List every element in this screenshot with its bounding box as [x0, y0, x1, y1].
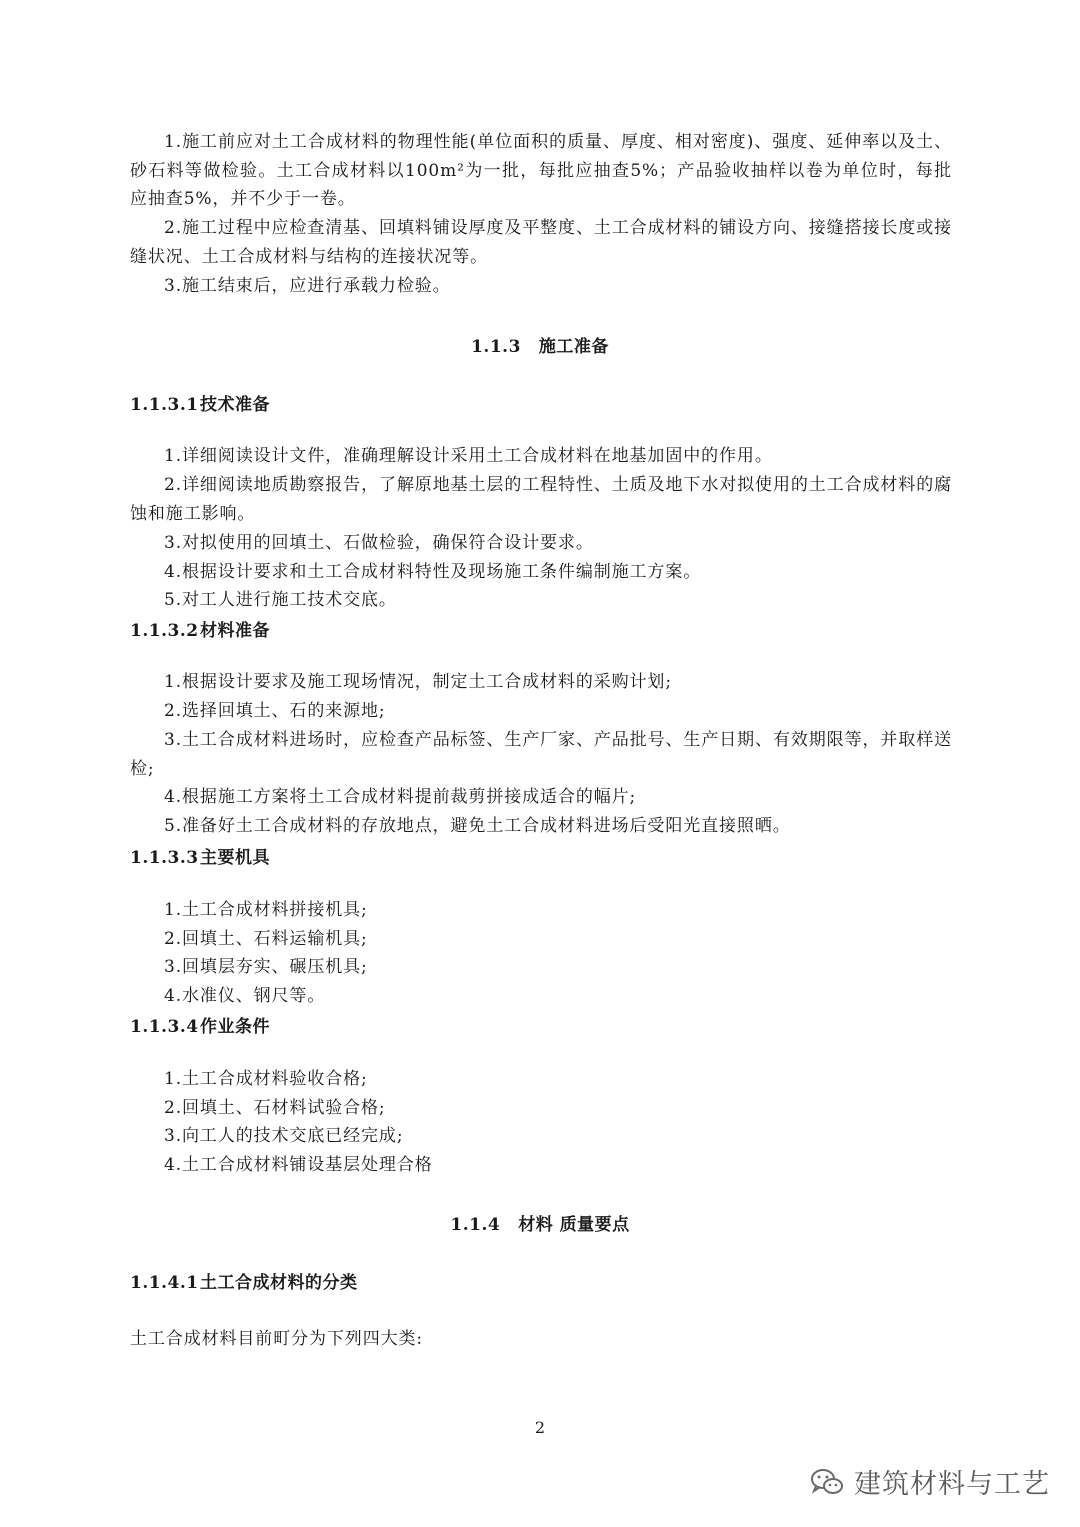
list-item: 5.准备好土工合成材料的存放地点，避免土工合成材料进场后受阳光直接照晒。: [164, 816, 791, 836]
list-item: 2.回填土、石料运输机具;: [164, 929, 368, 949]
subsection-number: 1.1.3.4: [130, 1017, 199, 1037]
list-item: 3.对拟使用的回填土、石做检验，确保符合设计要求。: [164, 533, 594, 553]
inspection-paragraph-1: 1.施工前应对土工合成材料的物理性能(单位面积的质量、厚度、相对密度)、强度、延伸率以及土、砂石料等做检验。土工合成材料以100m²为一批，每批应抽查5%；产品验收抽样以卷为单位时，每批应抽查5%，并不少于一卷。: [130, 132, 952, 209]
watermark: [810, 1462, 1050, 1501]
list-item: 1.土工合成材料验收合格;: [164, 1069, 368, 1089]
list-item: 1.根据设计要求及施工现场情况，制定土工合成材料的采购计划;: [164, 672, 672, 692]
subsection-title: 技术准备: [200, 395, 270, 415]
list-item: 4.根据设计要求和土工合成材料特性及现场施工条件编制施工方案。: [164, 562, 702, 582]
list-item: 4.根据施工方案将土工合成材料提前裁剪拼接成适合的幅片;: [164, 787, 637, 807]
subsection-heading-1-1-4-1: [130, 1268, 358, 1293]
list-item: 3.向工人的技术交底已经完成;: [164, 1126, 404, 1146]
section-heading-1-1-3: [0, 332, 1080, 357]
list-item: 4.土工合成材料铺设基层处理合格: [164, 1155, 433, 1175]
subsection-heading-1-1-3-3: [130, 843, 270, 868]
inspection-paragraph-2: 2.施工过程中应检查清基、回填料铺设厚度及平整度、土工合成材料的铺设方向、接缝搭接长度或接缝状况、土工合成材料与结构的连接状况等。: [130, 218, 952, 267]
subsection-number: 1.1.3.3: [130, 848, 199, 868]
list-item: 2.选择回填土、石的来源地;: [164, 701, 386, 721]
list-item: 1.土工合成材料拼接机具;: [164, 900, 368, 920]
subsection-title: 作业条件: [200, 1017, 270, 1037]
list-item: 3.回填层夯实、碾压机具;: [164, 957, 368, 977]
section-number: 1.1.4: [450, 1215, 501, 1235]
section-title: 材料 质量要点: [518, 1215, 630, 1235]
section-heading-1-1-4: [0, 1210, 1080, 1235]
list-item: 5.对工人进行施工技术交底。: [164, 590, 397, 610]
subsection-title: 主要机具: [200, 848, 270, 868]
subsection-number: 1.1.3.2: [130, 621, 199, 641]
list-item: 3.土工合成材料进场时，应检查产品标签、生产厂家、产品批号、生产日期、有效期限等，并取样送检;: [130, 730, 952, 779]
list-item: 2.详细阅读地质勘察报告，了解原地基土层的工程特性、土质及地下水对拟使用的土工合成材料的腐蚀和施工影响。: [130, 475, 952, 524]
subsection-heading-1-1-3-4: [130, 1012, 270, 1037]
classification-intro: 土工合成材料目前町分为下列四大类:: [130, 1329, 424, 1349]
section-number: 1.1.3: [471, 337, 521, 357]
subsection-number: 1.1.3.1: [130, 395, 199, 415]
list-item: 4.水准仪、钢尺等。: [164, 986, 326, 1006]
subsection-heading-1-1-3-2: [130, 616, 270, 641]
subsection-number: 1.1.4.1: [130, 1273, 199, 1293]
watermark-text: 建筑材料与工艺: [854, 1469, 1050, 1500]
section-title: 施工准备: [538, 337, 609, 357]
page-number: 2: [534, 1418, 546, 1437]
list-item: 2.回填土、石材料试验合格;: [164, 1098, 386, 1118]
subsection-title: 材料准备: [200, 621, 270, 641]
subsection-heading-1-1-3-1: [130, 390, 270, 415]
subsection-title: 土工合成材料的分类: [200, 1273, 358, 1293]
wechat-icon: [810, 1467, 844, 1497]
list-item: 1.详细阅读设计文件，准确理解设计采用土工合成材料在地基加固中的作用。: [164, 446, 773, 466]
inspection-paragraph-3: 3.施工结束后，应进行承载力检验。: [164, 276, 451, 296]
